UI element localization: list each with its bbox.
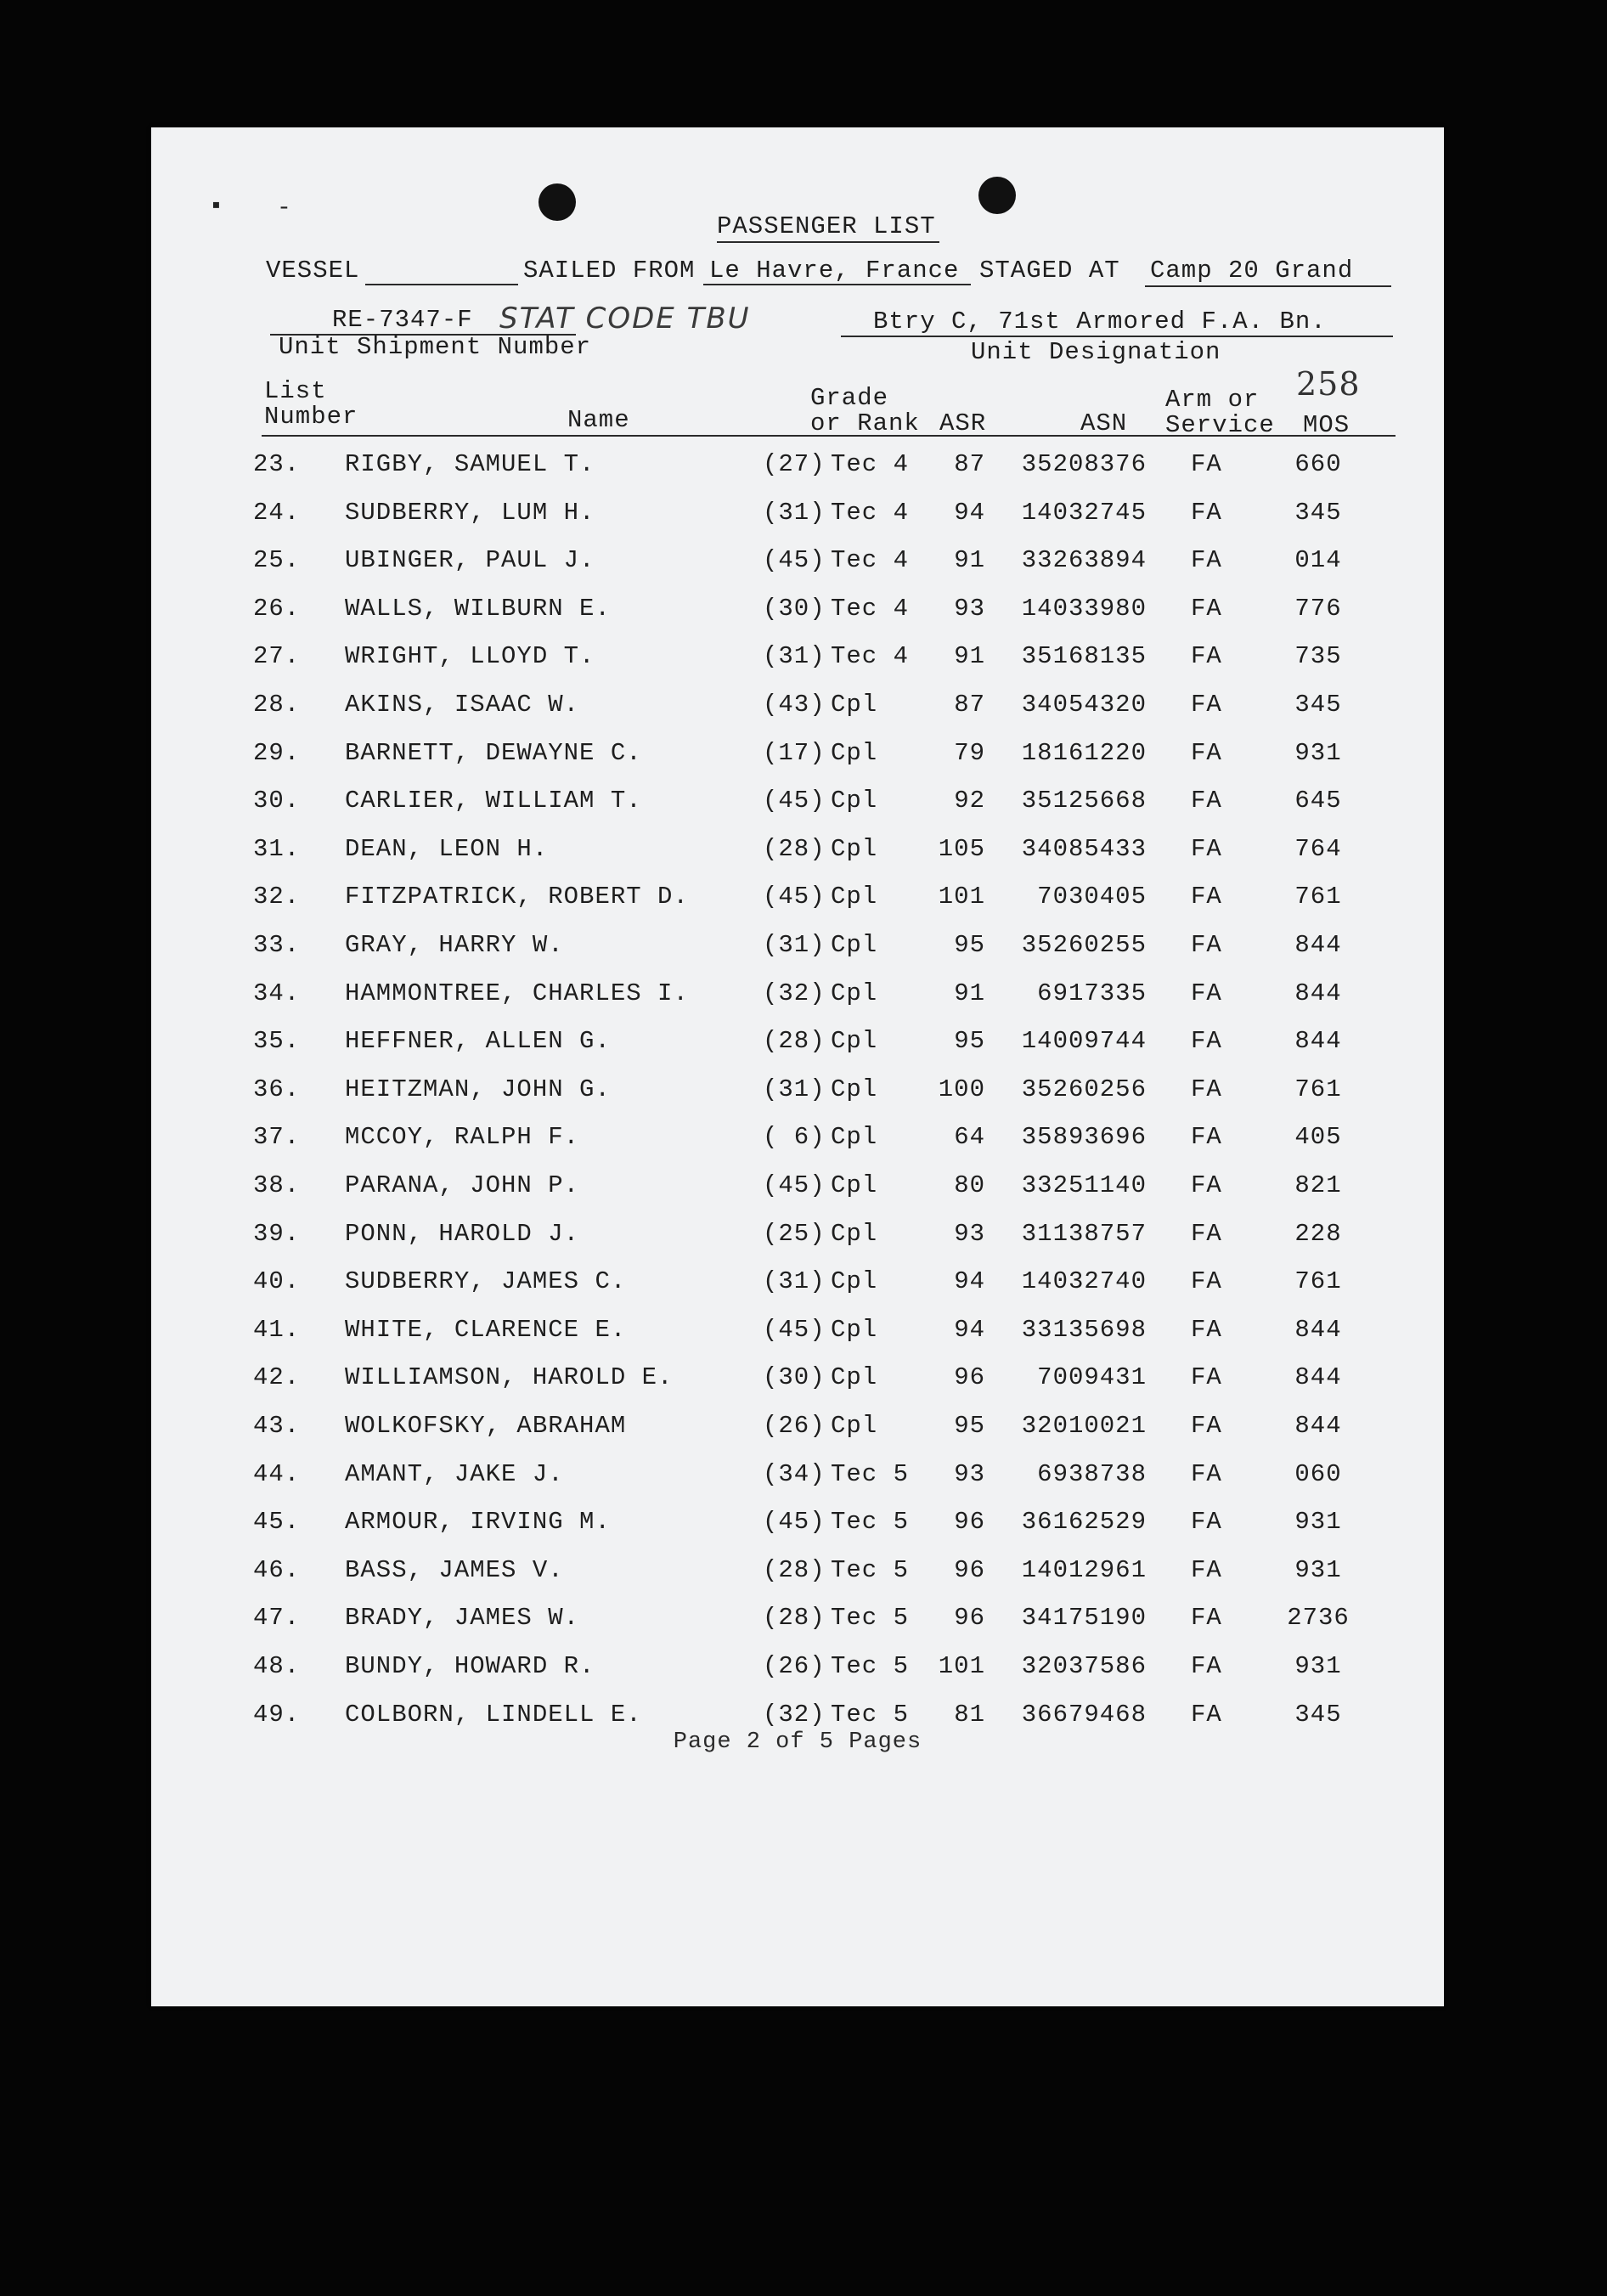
table-row	[151, 835, 1444, 869]
age: (17)	[763, 738, 826, 767]
passenger-name: WRIGHT, LLOYD T.	[345, 642, 595, 671]
list-number: 35.	[253, 1027, 301, 1056]
passenger-name: DEAN, LEON H.	[345, 834, 549, 863]
mos: 761	[1294, 1267, 1342, 1296]
vessel-blank	[365, 284, 518, 285]
asn: 33135698	[1021, 1315, 1147, 1344]
document-page	[151, 127, 1444, 2006]
passenger-name: PONN, HAROLD J.	[345, 1219, 580, 1248]
age: (30)	[763, 594, 826, 623]
arm-service: FA	[1191, 691, 1222, 719]
asr: 100	[938, 1075, 985, 1103]
age: (34)	[763, 1459, 826, 1488]
sailed-from-value: Le Havre, France	[709, 257, 960, 285]
grade: Cpl	[831, 1123, 878, 1152]
age: (25)	[763, 1219, 826, 1248]
asn: 18161220	[1021, 738, 1147, 767]
asn: 35260255	[1021, 931, 1147, 959]
shipment-number-label: Unit Shipment Number	[279, 333, 592, 361]
mos: 844	[1294, 931, 1342, 959]
grade: Tec 5	[831, 1555, 910, 1584]
list-number: 45.	[253, 1508, 301, 1537]
list-number: 31.	[253, 834, 301, 863]
list-number: 38.	[253, 1171, 301, 1199]
passenger-name: WOLKOFSKY, ABRAHAM	[345, 1412, 627, 1440]
asr: 105	[938, 834, 985, 863]
page-title: PASSENGER LIST	[717, 212, 936, 240]
stat-code-handwritten: STAT CODE TBU	[499, 302, 751, 336]
asn: 6938738	[1037, 1459, 1147, 1488]
age: (28)	[763, 834, 826, 863]
mos: 228	[1294, 1219, 1342, 1248]
list-number: 42.	[253, 1363, 301, 1392]
list-number: 49.	[253, 1700, 301, 1729]
mos: 776	[1294, 594, 1342, 623]
age: (28)	[763, 1555, 826, 1584]
col-name: Name	[567, 406, 630, 434]
mos: 844	[1294, 979, 1342, 1007]
asn: 36162529	[1021, 1508, 1147, 1537]
col-grade-2: or Rank	[810, 409, 920, 437]
col-arm-2: Service	[1165, 411, 1275, 439]
age: (45)	[763, 546, 826, 575]
table-row	[151, 1123, 1444, 1157]
age: ( 6)	[763, 1123, 826, 1152]
mos: 345	[1294, 498, 1342, 527]
arm-service: FA	[1191, 1555, 1222, 1584]
mos: 345	[1294, 1700, 1342, 1729]
mos: 761	[1294, 1075, 1342, 1103]
asr: 79	[954, 738, 985, 767]
arm-service: FA	[1191, 1700, 1222, 1729]
arm-service: FA	[1191, 594, 1222, 623]
asn: 35125668	[1021, 787, 1147, 815]
asn: 34054320	[1021, 691, 1147, 719]
grade: Cpl	[831, 1075, 878, 1103]
passenger-name: AMANT, JAKE J.	[345, 1459, 564, 1488]
table-row	[151, 450, 1444, 484]
passenger-name: ARMOUR, IRVING M.	[345, 1508, 611, 1537]
asr: 96	[954, 1363, 985, 1392]
grade: Tec 4	[831, 450, 910, 478]
passenger-name: BUNDY, HOWARD R.	[345, 1652, 595, 1680]
asr: 94	[954, 498, 985, 527]
table-row	[151, 546, 1444, 580]
mos: 844	[1294, 1412, 1342, 1440]
age: (28)	[763, 1604, 826, 1633]
age: (26)	[763, 1652, 826, 1680]
staged-at-underline	[1145, 285, 1391, 287]
passenger-name: COLBORN, LINDELL E.	[345, 1700, 642, 1729]
grade: Tec 4	[831, 594, 910, 623]
grade: Cpl	[831, 1363, 878, 1392]
asn: 35208376	[1021, 450, 1147, 478]
list-number: 39.	[253, 1219, 301, 1248]
grade: Cpl	[831, 1315, 878, 1344]
asn: 34175190	[1021, 1604, 1147, 1633]
page-footer: Page 2 of 5 Pages	[673, 1729, 922, 1755]
arm-service: FA	[1191, 883, 1222, 911]
arm-service: FA	[1191, 931, 1222, 959]
mos: 821	[1294, 1171, 1342, 1199]
sailed-from-underline	[703, 284, 971, 285]
table-row	[151, 499, 1444, 533]
vessel-label: VESSEL	[266, 257, 360, 285]
table-row	[151, 1460, 1444, 1494]
unit-designation-value: Btry C, 71st Armored F.A. Bn.	[873, 307, 1327, 336]
grade: Tec 5	[831, 1604, 910, 1633]
asn: 35260256	[1021, 1075, 1147, 1103]
passenger-name: RIGBY, SAMUEL T.	[345, 450, 595, 478]
col-list-number-2: Number	[264, 403, 358, 431]
asr: 93	[954, 1459, 985, 1488]
asr: 92	[954, 787, 985, 815]
asn: 14033980	[1021, 594, 1147, 623]
age: (32)	[763, 1700, 826, 1729]
asn: 35893696	[1021, 1123, 1147, 1152]
list-number: 43.	[253, 1412, 301, 1440]
age: (31)	[763, 1075, 826, 1103]
passenger-name: GRAY, HARRY W.	[345, 931, 564, 959]
age: (27)	[763, 450, 826, 478]
table-row	[151, 979, 1444, 1013]
grade: Tec 5	[831, 1459, 910, 1488]
age: (31)	[763, 642, 826, 671]
passenger-name: BARNETT, DEWAYNE C.	[345, 738, 642, 767]
passenger-name: HEITZMAN, JOHN G.	[345, 1075, 611, 1103]
arm-service: FA	[1191, 1267, 1222, 1296]
asn: 36679468	[1021, 1700, 1147, 1729]
asr: 94	[954, 1267, 985, 1296]
passenger-name: SUDBERRY, LUM H.	[345, 498, 595, 527]
col-mos: MOS	[1303, 411, 1350, 439]
age: (30)	[763, 1363, 826, 1392]
grade: Tec 5	[831, 1508, 910, 1537]
list-number: 33.	[253, 931, 301, 959]
list-number: 23.	[253, 450, 301, 478]
asn: 14032740	[1021, 1267, 1147, 1296]
passenger-name: BRADY, JAMES W.	[345, 1604, 580, 1633]
grade: Tec 4	[831, 498, 910, 527]
passenger-name: MCCOY, RALPH F.	[345, 1123, 580, 1152]
age: (31)	[763, 498, 826, 527]
mos: 844	[1294, 1027, 1342, 1056]
asr: 95	[954, 931, 985, 959]
sailed-from-label: SAILED FROM	[523, 257, 696, 285]
asn: 34085433	[1021, 834, 1147, 863]
passenger-name: PARANA, JOHN P.	[345, 1171, 580, 1199]
mos: 345	[1294, 691, 1342, 719]
asr: 91	[954, 979, 985, 1007]
passenger-name: AKINS, ISAAC W.	[345, 691, 580, 719]
table-row	[151, 1027, 1444, 1061]
passenger-name: BASS, JAMES V.	[345, 1555, 564, 1584]
arm-service: FA	[1191, 738, 1222, 767]
asr: 93	[954, 1219, 985, 1248]
grade: Cpl	[831, 787, 878, 815]
passenger-name: HAMMONTREE, CHARLES I.	[345, 979, 689, 1007]
arm-service: FA	[1191, 1075, 1222, 1103]
table-row	[151, 1652, 1444, 1686]
arm-service: FA	[1191, 1171, 1222, 1199]
age: (32)	[763, 979, 826, 1007]
asn: 7030405	[1037, 883, 1147, 911]
arm-service: FA	[1191, 1508, 1222, 1537]
mos: 660	[1294, 450, 1342, 478]
col-grade-1: Grade	[810, 384, 889, 412]
mos: 405	[1294, 1123, 1342, 1152]
list-number: 27.	[253, 642, 301, 671]
table-row	[151, 642, 1444, 676]
asr: 91	[954, 642, 985, 671]
asr: 95	[954, 1412, 985, 1440]
page-number-handwritten: 258	[1296, 365, 1361, 403]
mos: 764	[1294, 834, 1342, 863]
age: (45)	[763, 883, 826, 911]
list-number: 47.	[253, 1604, 301, 1633]
table-row	[151, 739, 1444, 773]
grade: Cpl	[831, 931, 878, 959]
list-number: 26.	[253, 594, 301, 623]
table-row	[151, 1075, 1444, 1109]
passenger-name: CARLIER, WILLIAM T.	[345, 787, 642, 815]
list-number: 29.	[253, 738, 301, 767]
arm-service: FA	[1191, 1315, 1222, 1344]
age: (28)	[763, 1027, 826, 1056]
arm-service: FA	[1191, 834, 1222, 863]
asr: 96	[954, 1508, 985, 1537]
list-number: 40.	[253, 1267, 301, 1296]
grade: Cpl	[831, 834, 878, 863]
header-underline	[262, 435, 1396, 437]
arm-service: FA	[1191, 1123, 1222, 1152]
age: (45)	[763, 1171, 826, 1199]
grade: Tec 5	[831, 1700, 910, 1729]
arm-service: FA	[1191, 1219, 1222, 1248]
unit-designation-label: Unit Designation	[971, 338, 1221, 366]
age: (45)	[763, 1508, 826, 1537]
passenger-name: WHITE, CLARENCE E.	[345, 1315, 627, 1344]
arm-service: FA	[1191, 1363, 1222, 1392]
table-row	[151, 1171, 1444, 1205]
table-row	[151, 1604, 1444, 1638]
table-row	[151, 1267, 1444, 1301]
grade: Cpl	[831, 1027, 878, 1056]
arm-service: FA	[1191, 787, 1222, 815]
list-number: 28.	[253, 691, 301, 719]
asn: 14032745	[1021, 498, 1147, 527]
passenger-name: FITZPATRICK, ROBERT D.	[345, 883, 689, 911]
grade: Tec 5	[831, 1652, 910, 1680]
list-number: 46.	[253, 1555, 301, 1584]
title-underline	[717, 241, 939, 243]
asn: 32010021	[1021, 1412, 1147, 1440]
asn: 31138757	[1021, 1219, 1147, 1248]
col-asr: ASR	[939, 409, 987, 437]
mos: 844	[1294, 1363, 1342, 1392]
asn: 33263894	[1021, 546, 1147, 575]
arm-service: FA	[1191, 546, 1222, 575]
asn: 14012961	[1021, 1555, 1147, 1584]
arm-service: FA	[1191, 1604, 1222, 1633]
shipment-number: RE-7347-F	[332, 306, 473, 334]
passenger-name: HEFFNER, ALLEN G.	[345, 1027, 611, 1056]
table-row	[151, 595, 1444, 629]
arm-service: FA	[1191, 1459, 1222, 1488]
list-number: 48.	[253, 1652, 301, 1680]
list-number: 30.	[253, 787, 301, 815]
mos: 060	[1294, 1459, 1342, 1488]
list-number: 25.	[253, 546, 301, 575]
grade: Tec 4	[831, 642, 910, 671]
mos: 931	[1294, 1555, 1342, 1584]
table-row	[151, 1363, 1444, 1397]
staged-at-value: Camp 20 Grand	[1150, 257, 1354, 285]
asr: 81	[954, 1700, 985, 1729]
table-row	[151, 691, 1444, 725]
passenger-name: SUDBERRY, JAMES C.	[345, 1267, 627, 1296]
mos: 735	[1294, 642, 1342, 671]
table-row	[151, 1412, 1444, 1446]
mos: 2736	[1287, 1604, 1350, 1633]
stray-mark: -	[277, 195, 291, 222]
grade: Cpl	[831, 691, 878, 719]
col-arm-1: Arm or	[1165, 386, 1260, 414]
age: (26)	[763, 1412, 826, 1440]
asr: 64	[954, 1123, 985, 1152]
arm-service: FA	[1191, 642, 1222, 671]
age: (45)	[763, 787, 826, 815]
table-row	[151, 1220, 1444, 1254]
grade: Cpl	[831, 979, 878, 1007]
asr: 87	[954, 450, 985, 478]
asr: 94	[954, 1315, 985, 1344]
age: (31)	[763, 1267, 826, 1296]
grade: Cpl	[831, 738, 878, 767]
passenger-name: WALLS, WILBURN E.	[345, 594, 611, 623]
asr: 87	[954, 691, 985, 719]
table-row	[151, 931, 1444, 965]
asr: 93	[954, 594, 985, 623]
mos: 645	[1294, 787, 1342, 815]
list-number: 24.	[253, 498, 301, 527]
arm-service: FA	[1191, 498, 1222, 527]
arm-service: FA	[1191, 1027, 1222, 1056]
asn: 32037586	[1021, 1652, 1147, 1680]
mos: 844	[1294, 1315, 1342, 1344]
unit-designation-underline	[841, 336, 1393, 337]
grade: Cpl	[831, 1412, 878, 1440]
list-number: 34.	[253, 979, 301, 1007]
mos: 761	[1294, 883, 1342, 911]
passenger-name: WILLIAMSON, HAROLD E.	[345, 1363, 674, 1392]
age: (31)	[763, 931, 826, 959]
punch-hole-right	[978, 177, 1016, 214]
asr: 95	[954, 1027, 985, 1056]
arm-service: FA	[1191, 450, 1222, 478]
asn: 33251140	[1021, 1171, 1147, 1199]
col-asn: ASN	[1080, 409, 1128, 437]
grade: Cpl	[831, 1267, 878, 1296]
asn: 7009431	[1037, 1363, 1147, 1392]
asr: 101	[938, 883, 985, 911]
arm-service: FA	[1191, 1652, 1222, 1680]
list-number: 32.	[253, 883, 301, 911]
col-list-number-1: List	[264, 377, 327, 405]
age: (45)	[763, 1315, 826, 1344]
staged-at-label: STAGED AT	[979, 257, 1120, 285]
table-row	[151, 787, 1444, 821]
punch-hole-left	[538, 183, 576, 221]
asr: 101	[938, 1652, 985, 1680]
asr: 91	[954, 546, 985, 575]
stray-mark: ▪	[209, 194, 223, 220]
list-number: 36.	[253, 1075, 301, 1103]
asn: 6917335	[1037, 979, 1147, 1007]
mos: 014	[1294, 546, 1342, 575]
asr: 96	[954, 1604, 985, 1633]
grade: Cpl	[831, 883, 878, 911]
table-row	[151, 883, 1444, 917]
mos: 931	[1294, 1652, 1342, 1680]
age: (43)	[763, 691, 826, 719]
list-number: 37.	[253, 1123, 301, 1152]
list-number: 44.	[253, 1459, 301, 1488]
list-number: 41.	[253, 1315, 301, 1344]
table-row	[151, 1316, 1444, 1350]
asr: 96	[954, 1555, 985, 1584]
grade: Tec 4	[831, 546, 910, 575]
table-row	[151, 1556, 1444, 1590]
table-row	[151, 1508, 1444, 1542]
grade: Cpl	[831, 1171, 878, 1199]
grade: Cpl	[831, 1219, 878, 1248]
asn: 35168135	[1021, 642, 1147, 671]
mos: 931	[1294, 1508, 1342, 1537]
mos: 931	[1294, 738, 1342, 767]
arm-service: FA	[1191, 1412, 1222, 1440]
asn: 14009744	[1021, 1027, 1147, 1056]
asr: 80	[954, 1171, 985, 1199]
arm-service: FA	[1191, 979, 1222, 1007]
passenger-name: UBINGER, PAUL J.	[345, 546, 595, 575]
